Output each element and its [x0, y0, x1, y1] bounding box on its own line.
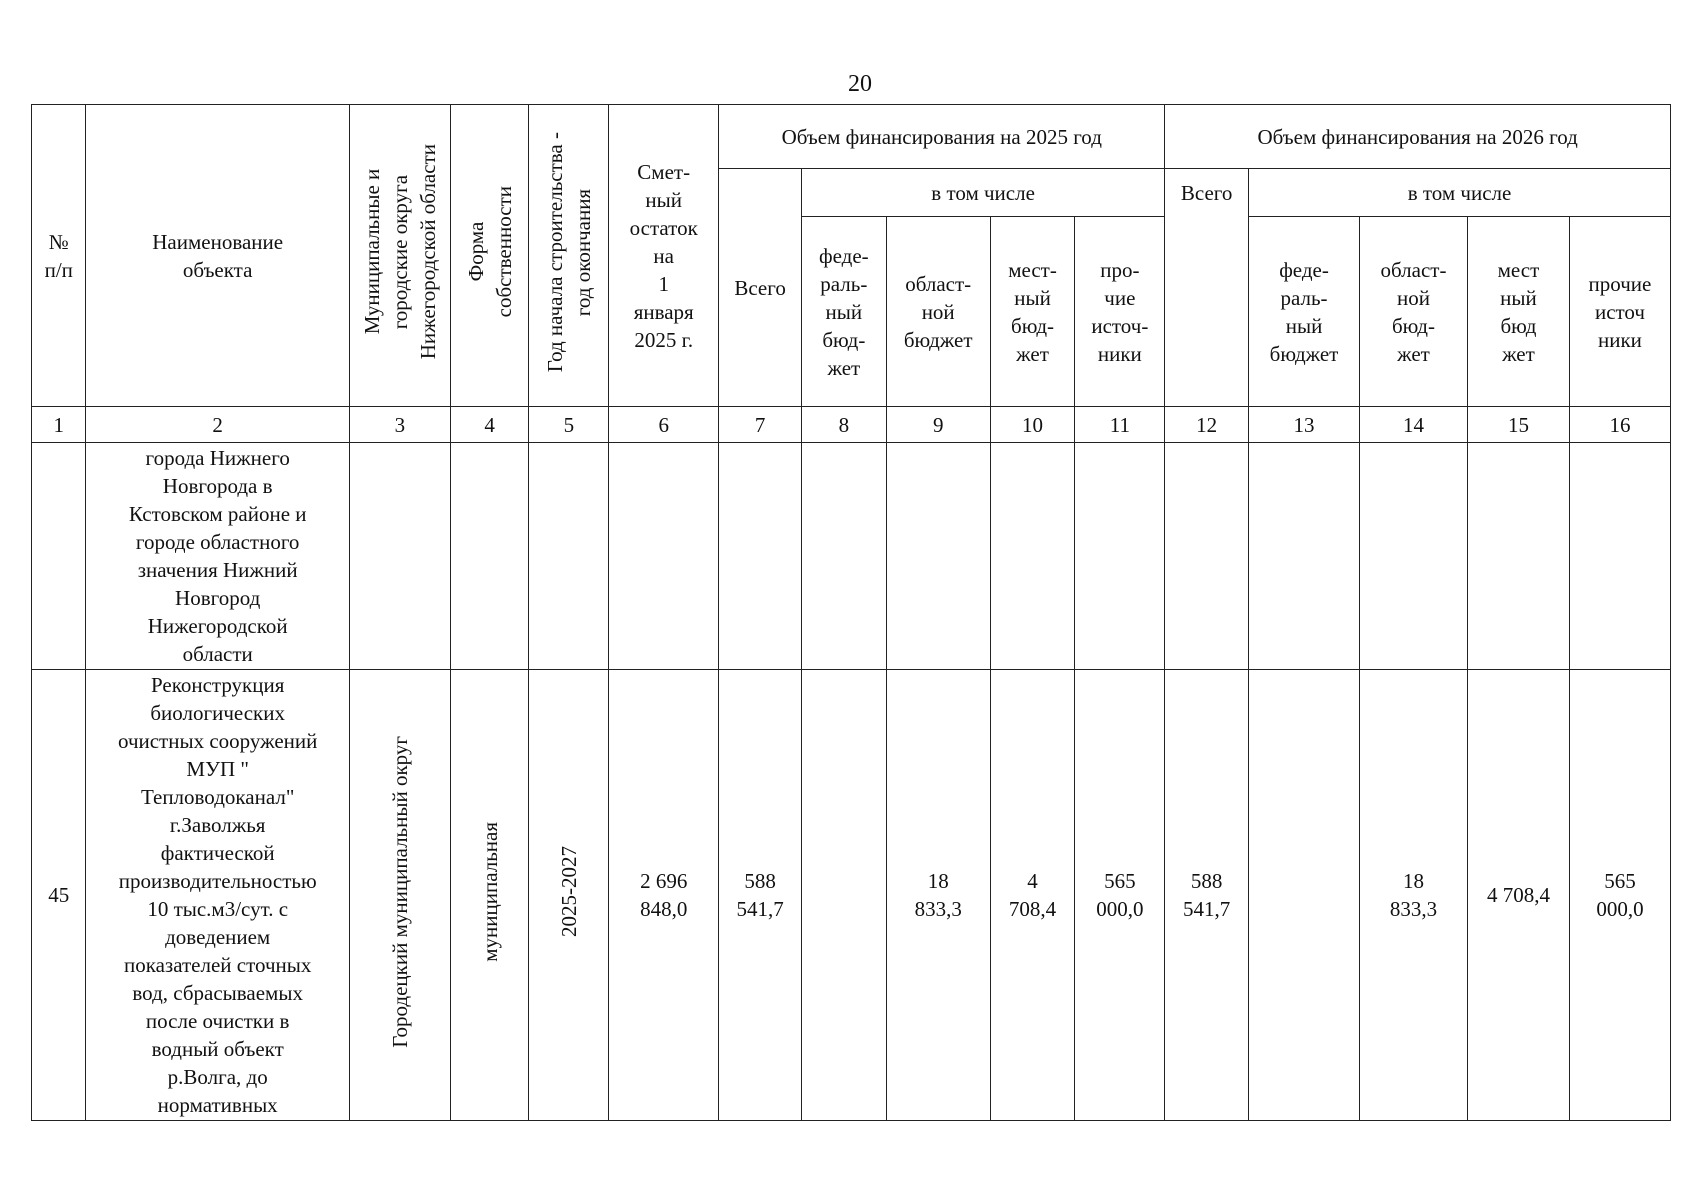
header-municipality: [349, 105, 450, 407]
object-name: Реконструкция биологических очистных сооружений МУП " Тепловодоканал" г.Заволжья фактической производительностью 10 тыс.м3/сут. с доведением показателей сточных вод, сбрасываемых после очистки в водный объект р.Волга, до нормативных: [86, 670, 349, 1121]
page-number: 20: [848, 71, 872, 97]
column-number: 8: [801, 407, 886, 443]
federal-2026-cell: [1249, 670, 1360, 1121]
header-number: № п/п: [32, 105, 86, 407]
header-including-2026: в том числе: [1249, 169, 1671, 217]
other-2025-cell: [1075, 443, 1165, 670]
header-total-2025: Всего: [719, 169, 802, 407]
federal-2026-cell: [1249, 443, 1360, 670]
years-cell: [529, 670, 609, 1121]
column-number: 13: [1249, 407, 1360, 443]
column-number: 1: [32, 407, 86, 443]
other-2026-cell: [1569, 443, 1670, 670]
federal-2025-cell: [801, 443, 886, 670]
header-years: [529, 105, 609, 407]
total-2025-cell: 588 541,7: [719, 670, 802, 1121]
table-row: [32, 670, 1671, 1121]
header-financing-2026: Объем финансирования на 2026 год: [1165, 105, 1671, 169]
row-number: [32, 443, 86, 670]
regional-2025-cell: 18 833,3: [886, 670, 990, 1121]
header-municipality-text: Муниципальные и городские округа Нижегородской области: [359, 144, 440, 360]
years-cell: [529, 443, 609, 670]
balance-cell: 2 696 848,0: [609, 670, 719, 1121]
header-other-2026: прочие источ ники: [1569, 217, 1670, 407]
total-2026-cell: [1165, 443, 1249, 670]
header-years-text: Год начала строительства - год окончания: [542, 131, 595, 373]
header-financing-2025: Объем финансирования на 2025 год: [719, 105, 1165, 169]
column-number: 10: [990, 407, 1075, 443]
municipality-cell: [349, 443, 450, 670]
header-federal-2025: феде- раль- ный бюд- жет: [801, 217, 886, 407]
header-local-2025: мест- ный бюд- жет: [990, 217, 1075, 407]
balance-cell: [609, 443, 719, 670]
header-regional-2026: област- ной бюд- жет: [1360, 217, 1468, 407]
local-2025-cell: [990, 443, 1075, 670]
object-name: города Нижнего Новгорода в Кстовском районе и городе областного значения Нижний Новгород Нижегородской области: [86, 443, 349, 670]
column-number: 6: [609, 407, 719, 443]
regional-2026-cell: [1360, 443, 1468, 670]
header-ownership-text: Форма собственности: [463, 186, 516, 318]
row-number: 45: [32, 670, 86, 1121]
regional-2025-cell: [886, 443, 990, 670]
column-number: 11: [1075, 407, 1165, 443]
years-text: 2025-2027: [556, 846, 581, 937]
header-including-2025: в том числе: [801, 169, 1164, 217]
header-local-2026: мест ный бюд жет: [1467, 217, 1569, 407]
column-number: 2: [86, 407, 349, 443]
federal-2025-cell: [801, 670, 886, 1121]
column-number: 12: [1165, 407, 1249, 443]
ownership-cell: [450, 670, 529, 1121]
column-number: 16: [1569, 407, 1670, 443]
municipality-cell: [349, 670, 450, 1121]
other-2026-cell: 565 000,0: [1569, 670, 1670, 1121]
local-2026-cell: [1467, 443, 1569, 670]
header-total-2026: Всего: [1165, 169, 1249, 407]
table-row: [32, 443, 1671, 670]
header-other-2025: про- чие источ- ники: [1075, 217, 1165, 407]
column-number: 4: [450, 407, 529, 443]
ownership-cell: [450, 443, 529, 670]
column-number: 5: [529, 407, 609, 443]
column-number: 14: [1360, 407, 1468, 443]
column-number: 3: [349, 407, 450, 443]
total-2025-cell: [719, 443, 802, 670]
column-number: 9: [886, 407, 990, 443]
header-balance: Смет- ный остаток на 1 января 2025 г.: [609, 105, 719, 407]
financing-table: [31, 104, 1671, 1121]
column-number: 7: [719, 407, 802, 443]
header-regional-2025: област- ной бюджет: [886, 217, 990, 407]
local-2025-cell: 4 708,4: [990, 670, 1075, 1121]
total-2026-cell: 588 541,7: [1165, 670, 1249, 1121]
header-ownership: [450, 105, 529, 407]
column-number: 15: [1467, 407, 1569, 443]
municipality-text: Городецкий муниципальный округ: [387, 735, 412, 1048]
column-number-row: [32, 407, 1671, 443]
header-object-name: Наименование объекта: [86, 105, 349, 407]
local-2026-cell: 4 708,4: [1467, 670, 1569, 1121]
header-federal-2026: феде- раль- ный бюджет: [1249, 217, 1360, 407]
regional-2026-cell: 18 833,3: [1360, 670, 1468, 1121]
ownership-text: муниципальная: [477, 821, 502, 962]
other-2025-cell: 565 000,0: [1075, 670, 1165, 1121]
